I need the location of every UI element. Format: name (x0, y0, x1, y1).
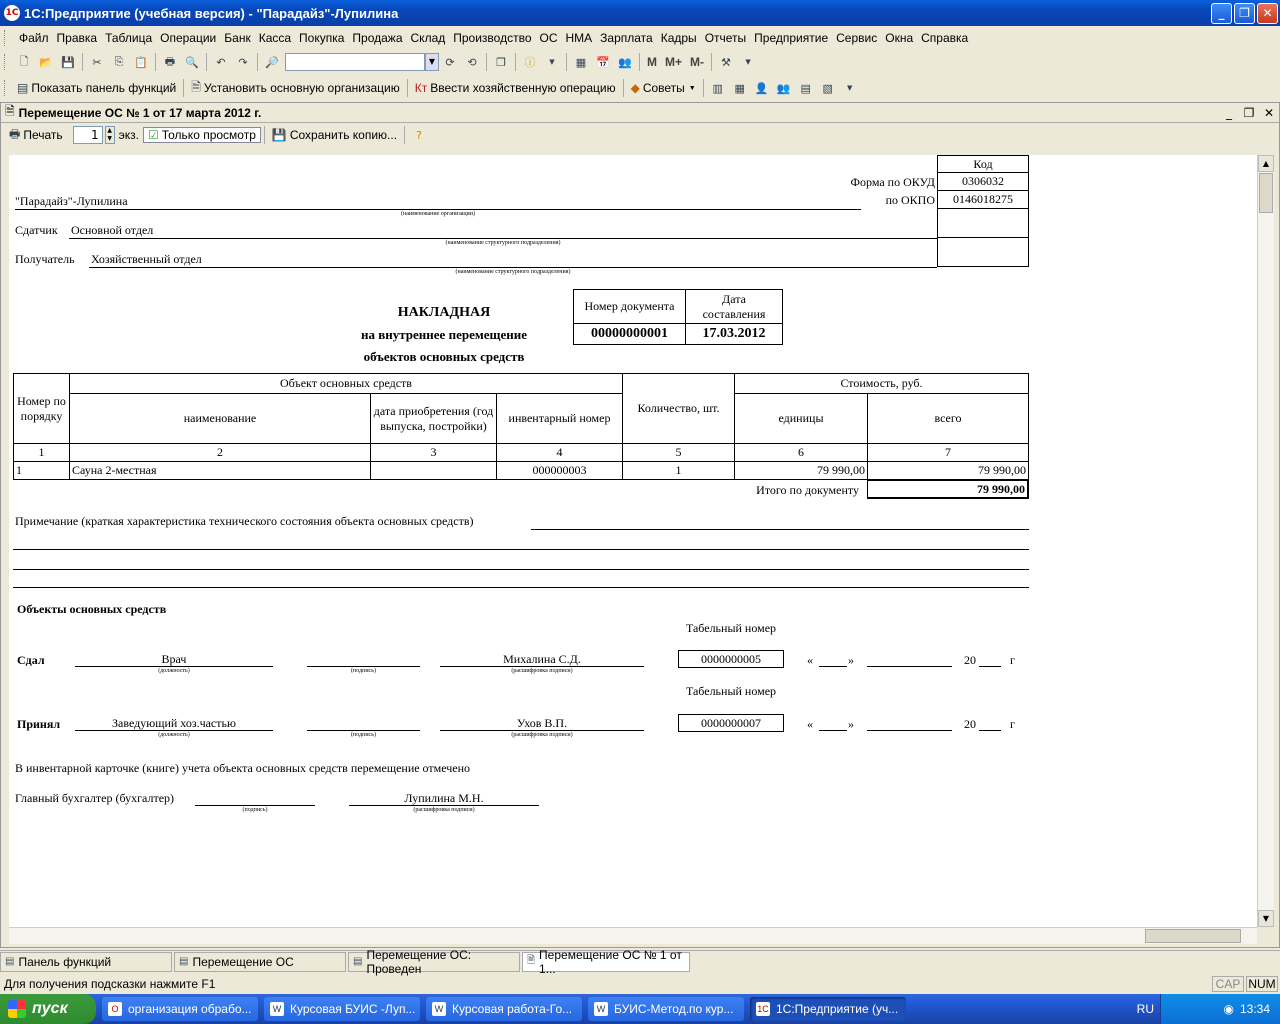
set-org-label: Установить основную организацию (203, 81, 400, 95)
users-icon[interactable]: 👥 (618, 55, 632, 69)
app-logo-icon: 1C (4, 5, 20, 21)
start-label: пуск (32, 1000, 68, 1017)
show-panel-label: Показать панель функций (31, 81, 177, 95)
note-label: Примечание (краткая характеристика технического состояния объекта основных средств) (15, 514, 474, 528)
sign-caption: (подпись) (351, 732, 376, 738)
cut-icon[interactable]: ✂ (92, 55, 102, 69)
underline (819, 666, 847, 667)
row-name: Сауна 2-местная (69, 461, 371, 480)
status-hint: Для получения подсказки нажмите F1 (4, 977, 216, 991)
menu-bar (0, 28, 1280, 48)
year-suffix: г (1010, 717, 1015, 731)
okud-value: 0306032 (937, 172, 1029, 191)
memory-minus-button[interactable]: M- (690, 55, 705, 69)
redo-icon[interactable]: ↷ (238, 55, 248, 69)
year-suffix: г (1010, 653, 1015, 667)
view-only-toggle[interactable] (143, 127, 261, 143)
copies-input[interactable]: 1 (73, 126, 103, 144)
task-opera[interactable] (102, 997, 258, 1021)
items-icon[interactable]: ▤ (800, 81, 811, 95)
org-caption: (наименование организации) (401, 211, 475, 217)
doc-restore-button[interactable]: ❐ (1243, 105, 1255, 120)
undo-icon[interactable]: ↶ (216, 55, 226, 69)
save-copy-button[interactable] (268, 128, 401, 142)
task-word-3[interactable] (588, 997, 744, 1021)
caps-indicator: CAP (1212, 976, 1244, 992)
pos-caption: (должность) (158, 668, 190, 674)
system-tray (1160, 994, 1280, 1024)
document-header (1, 103, 1279, 123)
quote-open: « (807, 717, 813, 731)
menu-hr[interactable]: Кадры (660, 31, 697, 45)
task-label: 1С:Предприятие (уч... (776, 1002, 899, 1016)
scroll-thumb[interactable] (1259, 173, 1273, 213)
scroll-up-icon[interactable]: ▲ (1258, 155, 1274, 172)
col-index: 2 (69, 443, 371, 462)
tab-os-movement-print[interactable] (522, 947, 690, 976)
standard-toolbar (0, 50, 1280, 74)
menu-os[interactable]: ОС (539, 31, 558, 45)
title-bar (0, 0, 1280, 26)
enter-operation-label: Ввести хозяйственную операцию (430, 81, 616, 95)
info-icon[interactable]: ⓘ (524, 56, 536, 69)
window-tabs (0, 947, 1280, 976)
gave-position: Врач (161, 652, 187, 666)
decode-caption: (расшифровка подписи) (511, 668, 573, 674)
contractors-icon[interactable]: 👥 (776, 81, 791, 95)
functions-toolbar (0, 76, 1280, 100)
row-date (370, 461, 497, 480)
menu-help[interactable]: Справка (921, 31, 969, 45)
tips-label: Советы (642, 81, 685, 95)
word-icon: W (594, 1002, 608, 1016)
separator (82, 53, 83, 71)
chevron-down-icon[interactable]: ▼ (847, 84, 853, 92)
quote-open: « (807, 653, 813, 667)
separator (711, 53, 712, 71)
itogo-value: 79 990,00 (867, 479, 1029, 499)
scroll-down-icon[interactable]: ▼ (1258, 910, 1274, 927)
underline (349, 805, 539, 806)
tab-os-movement-list[interactable] (174, 952, 346, 972)
decode-caption: (расшифровка подписи) (511, 732, 573, 738)
clock: 13:34 (1239, 1002, 1270, 1016)
document-icon: ▤ (353, 956, 363, 967)
start-button[interactable] (0, 994, 96, 1024)
task-word-1[interactable] (264, 997, 420, 1021)
memory-button[interactable]: M (647, 55, 657, 69)
receiver-caption: (наименование структурного подразделения) (455, 269, 571, 275)
menu-production[interactable]: Производство (453, 31, 532, 45)
th-unit: единицы (734, 393, 868, 444)
menu-table[interactable]: Таблица (105, 31, 153, 45)
code-empty-cell (937, 208, 1029, 238)
underline (440, 730, 644, 731)
menu-service[interactable]: Сервис (836, 31, 878, 45)
separator (566, 53, 567, 71)
minimize-button[interactable]: _ (1211, 3, 1232, 24)
status-bar (0, 974, 1280, 994)
underline (75, 730, 273, 731)
underline (819, 730, 847, 731)
memory-plus-button[interactable]: M+ (665, 55, 683, 69)
tips-icon: ◆ (630, 81, 640, 95)
chief-label: Главный бухгалтер (бухгалтер) (15, 791, 175, 805)
took-position: Заведующий хоз.частью (112, 716, 236, 730)
objects-label: Объекты основных средств (17, 602, 167, 616)
save-icon: 💾 (271, 128, 287, 142)
quote-close: » (848, 717, 854, 731)
windows-icon[interactable]: ❐ (496, 55, 506, 69)
maximize-button[interactable]: ❐ (1234, 3, 1255, 24)
tab-label-took: Табельный номер (685, 684, 777, 698)
menu-windows[interactable]: Окна (885, 31, 914, 45)
code-empty-cell (937, 237, 1029, 267)
org-name: "Парадайз"-Лупилина (15, 194, 128, 208)
underline (440, 666, 644, 667)
menu-reports[interactable]: Отчеты (704, 31, 747, 45)
underline (867, 730, 952, 731)
print-button[interactable] (5, 125, 67, 146)
gave-label: Сдал (17, 653, 45, 667)
underline (307, 666, 420, 667)
enter-operation-button[interactable] (411, 81, 620, 95)
find-next-icon[interactable]: ⟳ (445, 55, 455, 69)
search-icon[interactable]: 🔎 (265, 55, 279, 69)
underline (531, 529, 1029, 530)
copies-stepper[interactable]: ▲ ▼ (105, 126, 115, 144)
opera-icon: O (108, 1002, 122, 1016)
doc-form-subtitle1: на внутреннее перемещение (361, 327, 527, 342)
document-icon: 🗎 (527, 955, 536, 966)
print-preview-icon[interactable]: 🔍 (185, 55, 199, 69)
col-index: 6 (734, 443, 868, 462)
separator (183, 79, 184, 97)
th-inv: инвентарный номер (496, 393, 623, 444)
print-icon: 🖶 (9, 126, 21, 141)
reports-icon[interactable]: ▧ (822, 81, 833, 95)
year-prefix: 20 (964, 653, 976, 667)
docnum-value: 00000000001 (573, 323, 686, 345)
menu-bank[interactable]: Банк (224, 31, 251, 45)
save-icon[interactable]: 💾 (61, 55, 75, 69)
menu-operations[interactable]: Операции (160, 31, 217, 45)
doc-form-title: НАКЛАДНАЯ (397, 305, 491, 320)
separator (703, 79, 704, 97)
menu-warehouse[interactable]: Склад (410, 31, 446, 45)
menu-file[interactable]: Файл (19, 31, 49, 45)
chevron-down-icon: ▼ (688, 84, 696, 92)
quote-close: » (848, 653, 854, 667)
th-name: наименование (69, 393, 371, 444)
language-indicator[interactable]: RU (1136, 1002, 1154, 1016)
document-toolbar (1, 123, 1279, 147)
th-date: дата приобретения (год выпуска, постройки) (370, 393, 497, 444)
document-window (0, 102, 1280, 948)
operation-icon: Кт (414, 81, 428, 95)
sender-value: Основной отдел (71, 223, 154, 237)
checkbox-icon: ☑ (147, 128, 159, 142)
menu-enterprise[interactable]: Предприятие (754, 31, 829, 45)
chart-of-accounts-icon[interactable]: ▥ (712, 81, 723, 95)
gave-tab-number: 0000000005 (678, 650, 784, 668)
save-copy-label: Сохранить копию... (289, 128, 398, 142)
sender-caption: (наименование структурного подразделения) (445, 240, 561, 246)
word-icon: W (270, 1002, 284, 1016)
underline (69, 238, 937, 239)
doc-minimize-button[interactable]: _ (1226, 105, 1232, 120)
open-folder-icon[interactable]: 📂 (39, 55, 53, 69)
panel-icon: ▤ (17, 81, 29, 95)
chevron-down-icon[interactable]: ▼ (549, 58, 555, 66)
print-icon[interactable]: 🖶 (164, 54, 176, 68)
paste-icon[interactable]: 📋 (134, 55, 148, 69)
pos-caption: (должность) (158, 732, 190, 738)
col-index: 3 (370, 443, 497, 462)
underline (75, 666, 273, 667)
close-button[interactable]: ✕ (1257, 3, 1278, 24)
search-input[interactable] (285, 53, 425, 71)
tools-icon[interactable]: ⚒ (721, 55, 731, 69)
separator (407, 79, 408, 97)
vertical-scrollbar[interactable] (1257, 155, 1274, 927)
num-indicator: NUM (1246, 976, 1278, 992)
window-title: 1С:Предприятие (учебная версия) - "Парадайз"-Лупилина (24, 5, 399, 21)
task-1c[interactable] (750, 997, 906, 1021)
underline (195, 805, 315, 806)
journal-icon[interactable]: ▦ (734, 81, 745, 95)
row-total-cost: 79 990,00 (867, 461, 1029, 480)
separator (639, 53, 640, 71)
underline (307, 730, 420, 731)
note-line (13, 587, 1029, 588)
col-index: 4 (496, 443, 623, 462)
task-word-2[interactable] (426, 997, 582, 1021)
tab-label: Панель функций (18, 954, 112, 969)
find-prev-icon[interactable]: ⟲ (467, 55, 477, 69)
underline (15, 209, 861, 210)
row-unit-cost: 79 990,00 (734, 461, 868, 480)
document-icon: 🗎 (191, 79, 201, 94)
list-icon: ▤ (179, 956, 189, 967)
task-label: организация обрабо... (128, 1002, 252, 1016)
sign-caption: (подпись) (242, 807, 268, 813)
document-icon: 🗎 (5, 104, 15, 118)
copies-unit: экз. (118, 128, 139, 142)
col-index: 7 (867, 443, 1029, 462)
document-title: Перемещение ОС № 1 от 17 марта 2012 г. (18, 105, 262, 120)
tab-label-gave: Табельный номер (685, 621, 777, 635)
th-num: Номер по порядку (13, 373, 70, 444)
itogo-label: Итого по документу (756, 483, 859, 497)
th-cost: Стоимость, руб. (734, 373, 1029, 394)
sender-label: Сдатчик (15, 223, 58, 237)
tray-icon[interactable]: ◉ (1223, 1002, 1234, 1016)
menu-sales[interactable]: Продажа (352, 31, 403, 45)
underline (89, 267, 937, 268)
horizontal-scrollbar[interactable] (9, 927, 1257, 944)
copy-icon[interactable]: ⎘ (114, 55, 124, 68)
separator (257, 53, 258, 71)
tab-functions-panel[interactable] (0, 952, 172, 972)
windows-logo-icon (8, 1000, 26, 1018)
underline (979, 730, 1001, 731)
employees-icon[interactable]: 👤 (754, 81, 769, 95)
separator (515, 53, 516, 71)
search-dropdown-button[interactable]: ▼ (425, 53, 439, 71)
took-label: Принял (17, 717, 61, 731)
docdate-label: Дата составления (685, 289, 783, 324)
view-only-label: Только просмотр (161, 128, 256, 142)
separator (264, 126, 265, 144)
task-label: Курсовая БУИС -Луп... (290, 1002, 416, 1016)
took-tab-number: 0000000007 (678, 714, 784, 732)
gave-name: Михалина С.Д. (503, 652, 581, 666)
menu-cash[interactable]: Касса (258, 31, 292, 45)
docdate-value: 17.03.2012 (685, 323, 783, 345)
underline (979, 666, 1001, 667)
toolbar-grip[interactable] (4, 80, 7, 96)
calendar-icon[interactable]: 📅 (596, 55, 610, 69)
tab-label: Перемещение ОС № 1 от 1... (539, 947, 682, 976)
new-doc-icon[interactable]: 🗋 (19, 54, 29, 68)
separator (404, 126, 405, 144)
chevron-down-icon[interactable]: ▼ (745, 58, 751, 66)
set-org-button[interactable] (187, 78, 404, 99)
underline (867, 666, 952, 667)
word-icon: W (432, 1002, 446, 1016)
note-line (13, 569, 1029, 570)
receiver-label: Получатель (15, 252, 75, 266)
help-icon[interactable]: ? (416, 128, 422, 142)
row-qty: 1 (622, 461, 735, 480)
tab-label: Перемещение ОС (192, 954, 294, 969)
th-object: Объект основных средств (69, 373, 623, 394)
tab-os-movement-doc[interactable] (348, 947, 520, 976)
sign-caption: (подпись) (351, 668, 376, 674)
show-panel-button[interactable] (13, 81, 180, 95)
year-prefix: 20 (964, 717, 976, 731)
separator (623, 79, 624, 97)
menu-salary[interactable]: Зарплата (600, 31, 653, 45)
inv-card-text: В инвентарной карточке (книге) учета объекта основных средств перемещение отмечено (15, 761, 471, 775)
toolbar-grip[interactable] (4, 30, 7, 46)
print-label: Печать (23, 128, 63, 142)
th-total: всего (867, 393, 1029, 444)
kod-header: Код (937, 155, 1029, 173)
separator (486, 53, 487, 71)
took-name: Ухов В.П. (516, 716, 568, 730)
okpo-label: по ОКПО (885, 193, 935, 207)
row-inv: 000000003 (496, 461, 623, 480)
app-logo-icon: 1C (757, 1004, 769, 1014)
separator (206, 53, 207, 71)
separator (155, 53, 156, 71)
chief-name: Лупилина М.Н. (404, 791, 484, 805)
spreadsheet-area[interactable] (9, 155, 1257, 927)
doc-close-button[interactable]: ✕ (1263, 105, 1275, 120)
okpo-value: 0146018275 (937, 190, 1029, 209)
tips-button[interactable] (627, 81, 700, 95)
task-label: БУИС-Метод.по кур... (614, 1002, 734, 1016)
calculator-icon[interactable]: ▦ (575, 55, 587, 69)
okud-label: Форма по ОКУД (850, 175, 935, 189)
scroll-thumb[interactable] (1145, 929, 1241, 943)
tab-label: Перемещение ОС: Проведен (366, 947, 472, 976)
panel-icon: ▤ (5, 956, 15, 967)
menu-purchase[interactable]: Покупка (299, 31, 345, 45)
receiver-value: Хозяйственный отдел (91, 252, 202, 266)
note-line (13, 549, 1029, 550)
col-index: 5 (622, 443, 735, 462)
row-num: 1 (13, 461, 70, 480)
menu-nma[interactable]: НМА (565, 31, 593, 45)
doc-form-subtitle2: объектов основных средств (363, 349, 525, 364)
th-qty: Количество, шт. (622, 373, 735, 444)
menu-edit[interactable]: Правка (56, 31, 98, 45)
col-index: 1 (13, 443, 70, 462)
docnum-label: Номер документа (573, 289, 686, 324)
task-label: Курсовая работа-Го... (452, 1002, 573, 1016)
taskbar (0, 994, 1280, 1024)
decode-caption: (расшифровка подписи) (413, 807, 475, 813)
toolbar-grip[interactable] (4, 54, 7, 70)
